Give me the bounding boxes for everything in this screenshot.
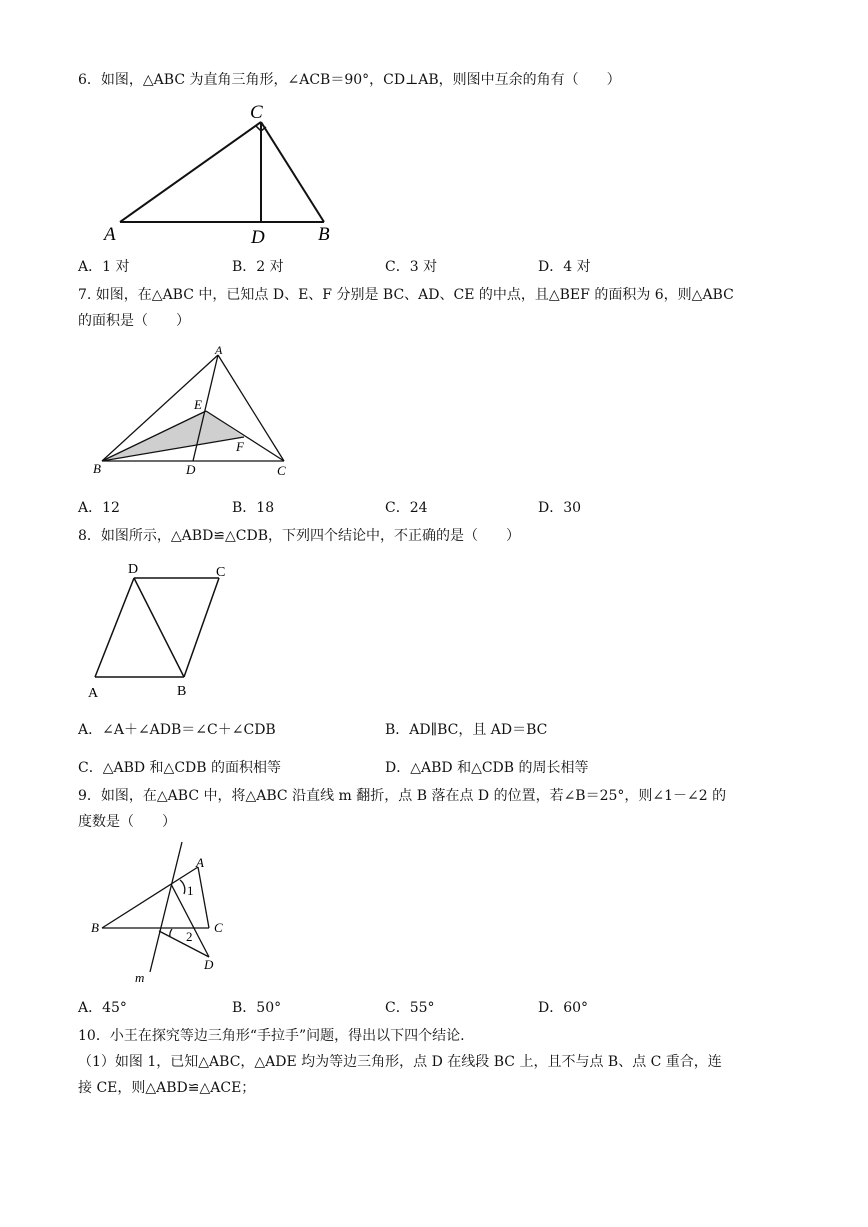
q8-option-c: C．△ABD 和△CDB 的面积相等 <box>78 760 281 776</box>
q9-label-m: m <box>135 970 145 985</box>
q9-angle-2-arc <box>170 929 172 937</box>
q7-label-e: E <box>194 397 202 412</box>
q9-stem-line2: 度数是（ ） <box>78 814 176 830</box>
q6-label-a: A <box>104 224 116 245</box>
q8-label-d: D <box>128 562 139 577</box>
q10-item1-line1: （1）如图 1，已知△ABC，△ADE 均为等边三角形，点 D 在线段 BC 上，且不与点 B、点 C 重合，连 <box>78 1054 722 1070</box>
q7-label-f: F <box>236 439 244 454</box>
q7-option-c: C．24 <box>385 500 428 516</box>
q10-stem: 10．小王在探究等边三角形“手拉手”问题，得出以下四个结论. <box>78 1028 465 1044</box>
q9-option-c: C．55° <box>385 1000 435 1016</box>
q7-side-ac <box>218 355 284 461</box>
q7-stem-line1: 7. 如图，在△ABC 中，已知点 D、E、F 分别是 BC、AD、CE 的中点，且△BEF 的面积为 6，则△ABC <box>78 287 734 303</box>
q9-option-b: B．50° <box>232 1000 282 1016</box>
q8-side-ad <box>95 578 134 677</box>
q6-stem: 6．如图，△ABC 为直角三角形，∠ACB＝90°，CD⊥AB，则图中互余的角有（ ） <box>78 72 621 88</box>
q7-stem-line2: 的面积是（ ） <box>78 313 190 329</box>
q9-stem-line1: 9．如图，在△ABC 中，将△ABC 沿直线 m 翻折，点 B 落在点 D 的位置，若∠B＝25°，则∠1－∠2 的 <box>78 788 727 804</box>
q8-option-a: A．∠A＋∠ADB＝∠C＋∠CDB <box>78 722 276 738</box>
q8-diagonal-db <box>134 578 184 677</box>
q6-option-d: D．4 对 <box>538 259 591 275</box>
q9-option-d: D．60° <box>538 1000 589 1016</box>
q6-option-b: B．2 对 <box>232 259 284 275</box>
q9-side-ac <box>198 867 209 928</box>
q6-side-bc <box>261 122 324 222</box>
q9-fold-line-m <box>150 842 182 972</box>
q6-option-c: C．3 对 <box>385 259 438 275</box>
q7-figure <box>85 343 315 478</box>
q6-label-c: C <box>250 102 263 123</box>
q6-figure <box>98 98 358 248</box>
q9-figure <box>85 840 245 990</box>
q8-figure <box>85 557 245 702</box>
q9-label-1: 1 <box>187 883 194 898</box>
q8-label-a: A <box>88 686 99 701</box>
q7-label-a: A <box>215 343 223 357</box>
q8-label-c: C <box>216 565 226 580</box>
q8-option-d: D．△ABD 和△CDB 的周长相等 <box>385 760 589 776</box>
q9-label-d: D <box>204 957 214 972</box>
q8-side-cb <box>184 578 219 677</box>
q10-item1-line2: 接 CE，则△ABD≌△ACE； <box>78 1080 256 1096</box>
q7-label-d: D <box>186 462 196 477</box>
q9-angle-1-arc <box>180 880 185 894</box>
q9-option-a: A．45° <box>78 1000 127 1016</box>
q9-segment-ed <box>159 931 209 957</box>
q6-side-ac <box>120 122 261 222</box>
q9-label-c: C <box>214 920 223 935</box>
q9-side-ba <box>102 867 198 928</box>
q7-option-a: A．12 <box>78 500 120 516</box>
q8-label-b: B <box>177 684 187 699</box>
q7-option-b: B．18 <box>232 500 275 516</box>
q7-label-c: C <box>277 463 286 478</box>
q7-shaded-triangle-bef <box>102 411 244 461</box>
q6-label-b: B <box>318 224 330 245</box>
q7-label-b: B <box>93 461 101 476</box>
q9-label-2: 2 <box>186 929 193 944</box>
q6-option-a: A．1 对 <box>78 259 130 275</box>
q9-label-b: B <box>91 920 99 935</box>
q8-option-b: B．AD∥BC，且 AD＝BC <box>385 722 548 738</box>
q9-label-a: A <box>196 855 204 870</box>
q8-stem: 8．如图所示，△ABD≌△CDB，下列四个结论中，不正确的是（ ） <box>78 528 521 544</box>
q7-option-d: D．30 <box>538 500 582 516</box>
q6-label-d: D <box>251 227 265 248</box>
